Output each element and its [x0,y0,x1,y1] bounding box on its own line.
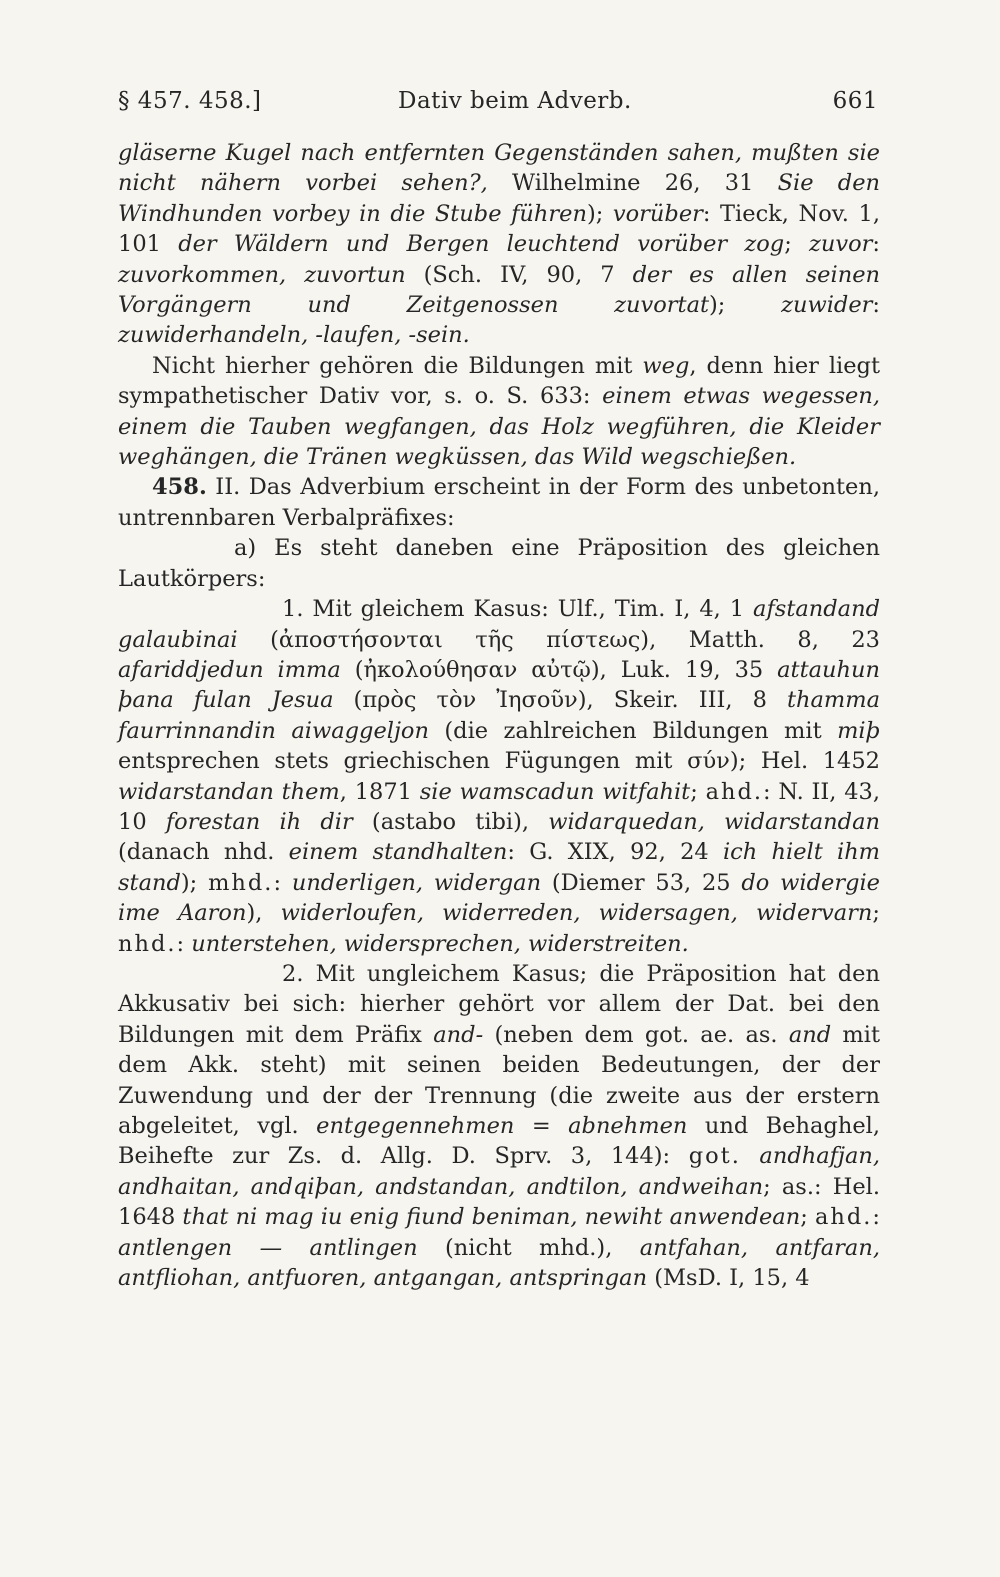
text-span: unterstehen, widersprechen, widerstreiten. [191,930,689,957]
text-span: ); [586,200,613,227]
paragraph-1 [118,594,880,959]
page-number: 661 [832,88,878,114]
text-span: attauhun þana fulan Jesua [118,656,881,714]
text-span: ; as.: Hel. 1648 [118,1173,880,1231]
text-span: : N. II, 43, 10 [118,778,880,835]
text-span: der es allen seinen Vorgängern und Zeitgenossen zuvortat [118,261,880,319]
text-span: (nicht mhd.), [417,1234,640,1261]
text-span: and [788,1021,832,1048]
text-span: , denn hier liegt sympathetischer Dativ vor, s. o. S. 633: [118,352,880,410]
text-span: ; [800,1204,815,1231]
text-span: : [872,292,880,319]
text-span: and- [433,1021,484,1048]
text-span: vorüber [612,200,703,227]
text-span: (ἠκολούθησαν αὐτῷ), Luk. 19, 35 [340,656,778,683]
text-span: zuvorkommen, zuvortun [118,261,406,288]
text-span: : Tieck, Nov. 1, 101 [118,200,880,258]
text-span: 1. Mit gleichem Kasus: Ulf., Tim. I, 4, 1 [282,596,754,623]
text-span [741,1143,760,1169]
text-span: ); [709,292,782,319]
text-span: ahd. [814,1204,873,1231]
text-span: underligen, widergan [291,869,542,896]
text-span: zuwiderhandeln, -laufen, -sein. [118,322,470,349]
text-span: der Wäldern und Bergen leuchtend vorüber zog [178,231,785,258]
section-reference: § 457. 458.] [118,88,262,114]
text-span: ; [872,900,880,927]
text-span: (ἀποστήσονται τῆς πίστεως), Matth. 8, 23 [237,626,880,653]
text-span: entgegennehmen = abnehmen [316,1113,688,1139]
text-span: ; [784,231,810,258]
text-span: mhd. [208,869,274,896]
text-span: ); [180,869,209,896]
text-span: : [176,930,192,957]
text-span: : G. XIX, 92, 24 [507,839,723,866]
text-span: got. [688,1143,741,1170]
text-span: afstandand galaubinai [118,596,880,653]
text-span: Nicht hierher gehören die Bildungen mit [152,352,643,379]
text-span: Sie den Windhunden vorbey in die Stube führen [118,170,880,227]
paragraph-continuation [118,138,880,351]
text-span: 2. Mit ungleichem Kasus; die Präposition hat den Akkusativ bei sich: hierher gehört vor allem der Dat. bei den Bildungen mit dem Präfix [118,960,880,1048]
paragraph-weg [118,351,880,473]
text-span: antfahan, antfaran, antfliohan, antfuoren, antgangan, antspringan [118,1234,880,1292]
text-span: that ni mag iu enig fiund beniman, newiht anwendean [182,1204,801,1231]
text-span: mit dem Akk. steht) mit seinen beiden Bedeutungen, der der Zuwendung und der der Trennung (die zweite aus der erstern abgeleitet, vgl. [118,1021,880,1139]
text-span: (die zahlreichen Bildungen mit [428,717,838,744]
text-span: ahd. [705,778,764,805]
page-body [118,138,880,1293]
text-span: forestan ih dir [165,808,353,835]
text-span: : [872,1204,881,1231]
running-title: Dativ beim Adverb. [398,88,632,114]
text-span: sie wamscadun witfahit [419,778,691,805]
paragraph-2 [118,959,880,1293]
text-span: a) Es steht daneben eine Präposition des gleichen Lautkörpers: [118,535,880,592]
text-span: ich hielt ihm stand [118,839,881,896]
text-span: ; [690,778,706,805]
page-header [118,88,878,122]
text-span: : [872,231,880,258]
text-span: widarquedan, widarstandan [548,808,880,835]
paragraph-a [118,533,880,594]
text-span: miþ [837,717,880,744]
text-span: (Sch. IV, 90, 7 [405,261,633,288]
text-span: weg [642,352,690,379]
section-number: 458. [152,474,207,501]
text-span: einem etwas wegessen, einem die Tauben wegfangen, das Holz wegführen, die Kleider weghängen, die Tränen wegküssen, das Wild wegschießen. [118,383,880,471]
text-span: , 1871 [339,778,420,805]
text-span: einem standhalten [288,839,508,866]
text-span: do widergie ime Aaron [118,869,880,927]
text-span: afariddjedun imma [118,656,341,683]
text-span: nhd. [118,930,177,957]
paragraph-section-458 [118,472,880,533]
text-span: widerloufen, widerreden, widersagen, widervarn [280,900,873,927]
text-span: II. Das Adverbium erscheint in der Form des unbetonten, untrennbaren Verbalpräfixes: [118,474,880,531]
text-span: : [273,869,292,896]
text-span: gläserne Kugel nach entfernten Gegenständen sahen, mußten sie nicht nähern vorbei sehen?, [118,140,880,197]
text-span: (MsD. I, 15, 4 [647,1265,810,1292]
text-span: (πρὸς τὸν Ἰησοῦν), Skeir. III, 8 [333,687,787,714]
text-span: thamma faurrinnandin aiwaggeljon [118,687,880,744]
text-span: widarstandan them [118,778,340,805]
text-span: (Diemer 53, 25 [541,869,742,896]
text-span: zuvor [809,231,873,258]
text-span: zuwider [781,292,873,319]
text-span: und Behaghel, Beihefte zur Zs. d. Allg. D. Sprv. 3, 144): [118,1113,880,1170]
text-span: entsprechen stets griechischen Fügungen mit σύν); Hel. 1452 [118,748,880,775]
text-span: antlengen — antlingen [118,1234,418,1261]
text-span: andhafjan, andhaitan, andqiþan, andstandan, andtilon, andweihan [118,1143,880,1200]
text-span: (neben dem got. ae. as. [483,1021,789,1048]
text-span: (astabo tibi), [352,808,549,835]
text-span: ), [246,900,281,927]
text-span: Wilhelmine 26, 31 [487,170,778,197]
text-span: (danach nhd. [118,839,289,866]
